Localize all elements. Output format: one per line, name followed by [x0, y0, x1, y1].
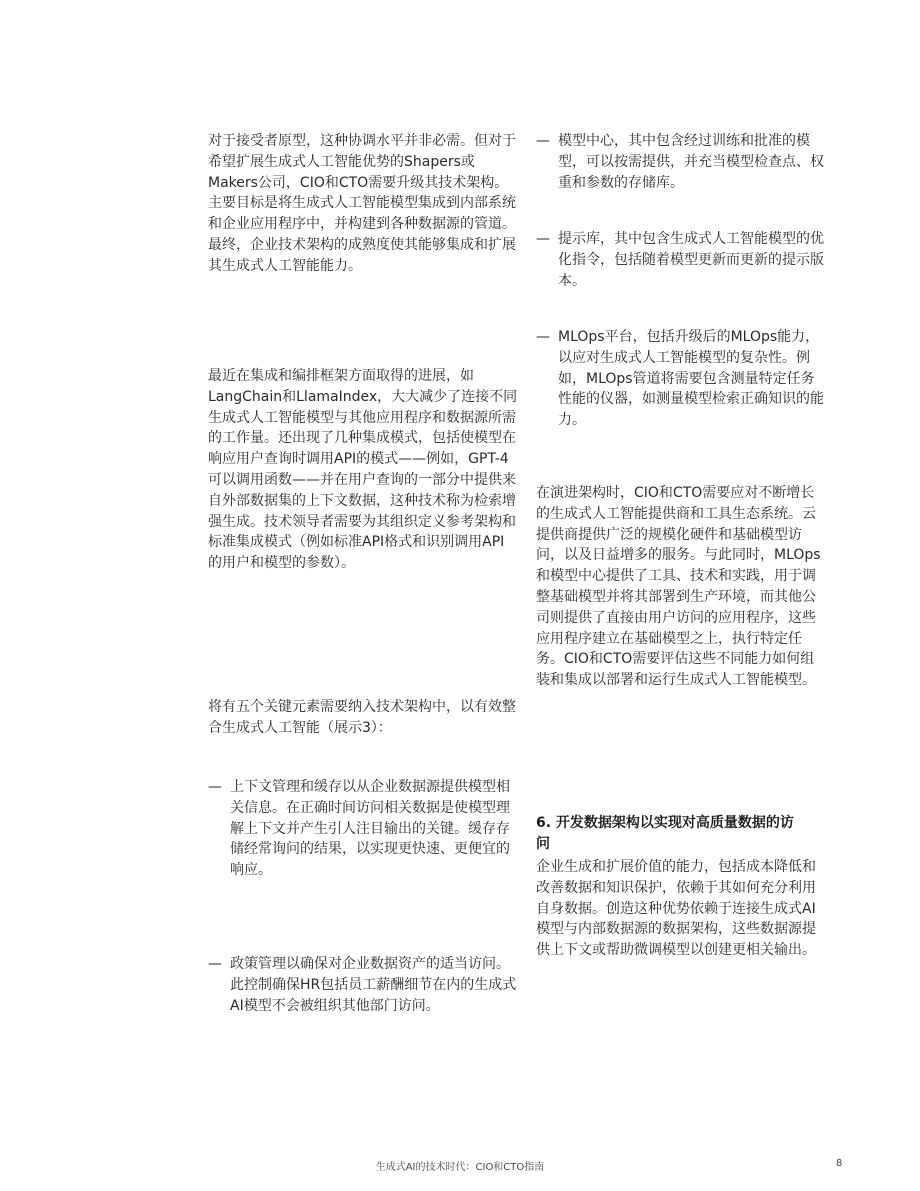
bullet-prompt-library [536, 229, 826, 291]
bullet-dash: — [536, 329, 550, 345]
page-number: 8 [836, 1158, 843, 1169]
footer-title: 生成式AI的技术时代：CIO和CTO指南 [375, 1162, 545, 1173]
bullet-dash: — [208, 779, 222, 795]
bullet-dash: — [536, 231, 550, 247]
bullet-model-hub [536, 131, 826, 193]
bullet-dash: — [208, 956, 222, 972]
bullet-text: 模型中心，其中包含经过训练和批准的模型，可以按需提供，并充当模型检查点、权重和参数的存储库。 [558, 133, 824, 191]
bullet-text: 政策管理以确保对企业数据资产的适当访问。此控制确保HR包括员工薪酬细节在内的生成式AI模型不会被组织其他部门访问。 [230, 956, 517, 1014]
left-paragraph-2: 最近在集成和编排框架方面取得的进展，如LangChain和LlamaIndex，大大减少了连接不同生成式人工智能模型与其他应用程序和数据源所需的工作量。还出现了几种集成模式，包括使模型在响应用户查询时调用API的模式——例如，GPT-4可以调用函数——并在用户查询的一部分中提供来自外部数据集的上下文数据，这种技术称为检索增强生成。技术领导者需要为其组织定义参考架构和标准集成模式（例如标准API格式和识别调用API的用户和模型的参数）。 [208, 368, 518, 572]
right-paragraph-1: 在演进架构时，CIO和CTO需要应对不断增长的生成式人工智能提供商和工具生态系统。云提供商提供广泛的规模化硬件和基础模型访问，以及日益增多的服务。与此同时，MLOps和模型中心提供了工具、技术和实践，用于调整基础模型并将其部署到生产环境，而其他公司则提供了直接由用户访问的应用程序，这些应用程序建立在基础模型之上，执行特定任务。CIO和CTO需要评估这些不同能力如何组装和集成以部署和运行生成式人工智能模型。 [536, 485, 821, 689]
right-paragraph-2: 企业生成和扩展价值的能力，包括成本降低和改善数据和知识保护，依赖于其如何充分利用自身数据。创造这种优势依赖于连接生成式AI模型与内部数据源的数据架构，这些数据源提供上下文或帮助微调模型以创建更相关输出。 [536, 859, 816, 959]
section-heading: 6. 开发数据架构以实现对高质量数据的访问 [536, 815, 794, 852]
bullet-text: 提示库，其中包含生成式人工智能模型的优化指令，包括随着模型更新而更新的提示版本。 [558, 231, 824, 289]
bullet-dash: — [536, 133, 550, 149]
bullet-text: 上下文管理和缓存以从企业数据源提供模型相关信息。在正确时间访问相关数据是使模型理解上下文并产生引人注目输出的关键。缓存存储经常询问的结果，以实现更快速、更便宜的响应。 [230, 779, 510, 879]
left-paragraph-3: 将有五个关键元素需要纳入技术架构中，以有效整合生成式人工智能（展示3）： [208, 699, 516, 736]
bullet-context-management [208, 777, 518, 881]
bullet-mlops-platform [536, 327, 826, 431]
bullet-text: MLOps平台，包括升级后的MLOps能力，以应对生成式人工智能模型的复杂性。例如，MLOps管道将需要包含测量特定任务性能的仪器，如测量模型检索正确知识的能力。 [558, 329, 824, 429]
bullet-policy-management [208, 954, 518, 1016]
left-paragraph-1: 对于接受者原型，这种协调水平并非必需。但对于希望扩展生成式人工智能优势的Shapers或Makers公司，CIO和CTO需要升级其技术架构。主要目标是将生成式人工智能模型集成到内部系统和企业应用程序中，并构建到各种数据源的管道。最终，企业技术架构的成熟度使其能够集成和扩展其生成式人工智能能力。 [208, 133, 516, 274]
